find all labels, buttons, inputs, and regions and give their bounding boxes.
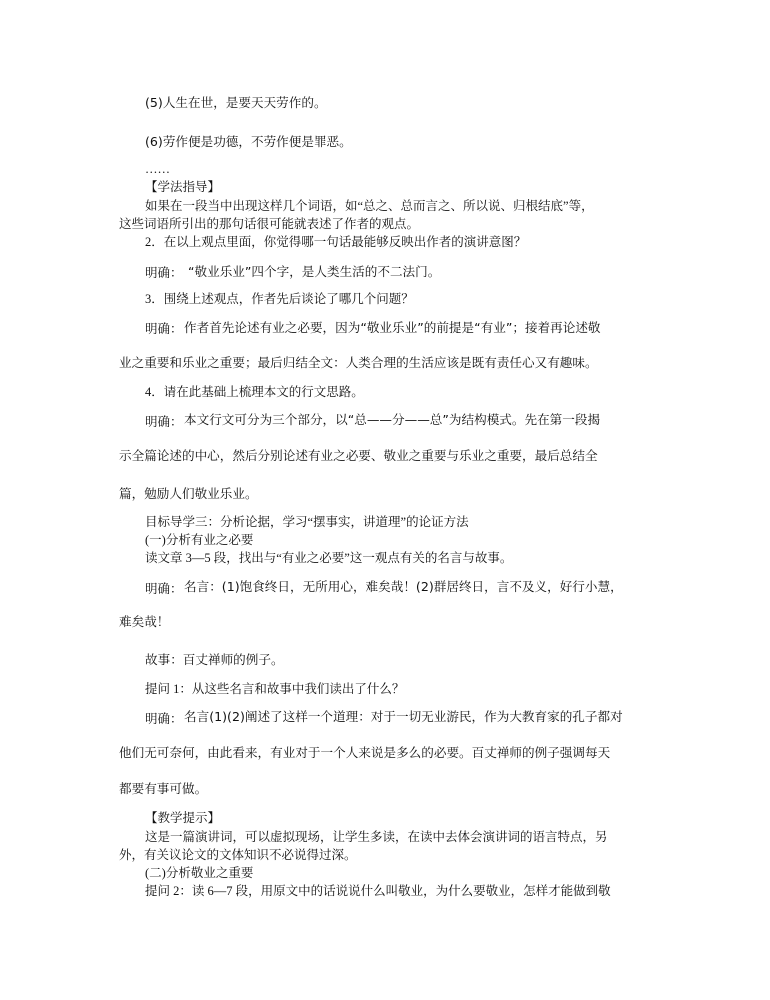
- answer-label: 明确：: [145, 322, 183, 336]
- paragraph-line: 如果在一段当中出现这样几个词语，如“总之、总而言之、所以说、归根结底”等，: [145, 199, 594, 213]
- answer-text: 故事：百丈禅师的例子。: [145, 652, 284, 667]
- list-item-5: (5)人生在世，是要天天劳作的。: [145, 95, 327, 110]
- answer-label: 明确：: [145, 415, 183, 429]
- answer-text: 名言：(1)饱食终日，无所用心，难矣哉！(2)群居终日，言不及义，好行小慧，: [184, 579, 623, 594]
- answer-text: 本文行文可分为三个部分，以“总——分——总”为结构模式。先在第一段揭: [184, 412, 601, 427]
- section-heading: 【教学提示】: [145, 811, 221, 825]
- subsection-heading: (一)分析有业之必要: [145, 533, 254, 547]
- question-line: 2．在以上观点里面，你觉得哪一句话最能够反映出作者的演讲意图？: [145, 235, 527, 249]
- answer-label: 明确：: [145, 582, 183, 596]
- answer-label: 明确：: [145, 712, 183, 726]
- paragraph-line: 读文章 3—5 段，找出与“有业之必要”这一观点有关的名言与故事。: [145, 551, 513, 565]
- answer-text: “敬业乐业”四个字，是人类生活的不二法门。: [188, 264, 441, 279]
- answer-text: 他们无可奈何，由此看来，有业对于一个人来说是多么的必要。百丈禅师的例子强调每天: [119, 745, 611, 760]
- paragraph-line: 这些词语所引出的那句话很可能就表述了作者的观点。: [119, 217, 420, 231]
- answer-label: 明确：: [145, 266, 183, 280]
- answer-text: 名言(1)(2)阐述了这样一个道理：对于一切无业游民，作为大教育家的孔子都对: [184, 709, 623, 724]
- question-line: 4．请在此基础上梳理本文的行文思路。: [145, 385, 364, 399]
- ellipsis: ……: [145, 162, 170, 176]
- section-heading: 【学法指导】: [145, 180, 221, 194]
- section-heading: 目标导学三：分析论据，学习“摆事实，讲道理”的论证方法: [145, 515, 469, 529]
- answer-text: 示全篇论述的中心，然后分别论述有业之必要、敬业之重要与乐业之重要，最后总结全: [119, 448, 598, 463]
- list-item-6: (6)劳作便是功德，不劳作便是罪恶。: [145, 134, 352, 149]
- subsection-heading: (二)分析敬业之重要: [145, 866, 254, 880]
- question-line: 提问 2：读 6—7 段，用原文中的话说说什么叫敬业，为什么要敬业，怎样才能做到敬: [145, 884, 611, 898]
- answer-text: 作者首先论述有业之必要，因为“敬业乐业”的前提是“有业”；接着再论述敬: [184, 320, 601, 335]
- answer-text: 都要有事可做。: [119, 781, 208, 796]
- question-line: 提问 1：从这些名言和故事中我们读出了什么？: [145, 682, 405, 696]
- answer-text: 业之重要和乐业之重要；最后归结全文：人类合理的生活应该是既有责任心又有趣味。: [119, 355, 598, 370]
- paragraph-line: 外，有关议论文的文体知识不必说得过深。: [119, 848, 357, 862]
- question-line: 3．围绕上述观点，作者先后谈论了哪几个问题？: [145, 292, 414, 306]
- answer-text: 难矣哉！: [119, 614, 170, 629]
- answer-text: 篇，勉励人们敬业乐业。: [119, 486, 258, 501]
- paragraph-line: 这是一篇演讲词，可以虚拟现场，让学生多读，在读中去体会演讲词的语言特点，另: [145, 830, 608, 844]
